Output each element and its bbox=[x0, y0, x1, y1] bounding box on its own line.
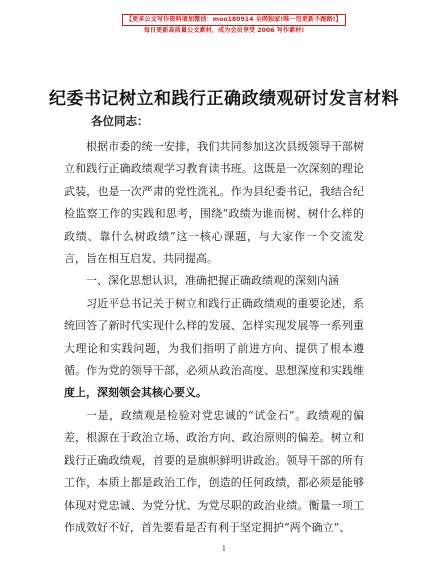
section-heading-1: 一、深化思想认识，准确把握正确政绩观的深刻内涵 bbox=[86, 274, 339, 288]
document-title: 纪委书记树立和践行正确政绩观研讨发言材料 bbox=[49, 89, 399, 109]
paragraph-theory bbox=[64, 293, 364, 405]
paragraph-point-one: 一是，政绩观是检验对党忠诚的“试金石”。政绩观的偏差，根源在于政治立场、政治方向、政治原则的偏差。树立和践行正确政绩观，首要的是旗帜鲜明讲政治。领导干部的所有工作，本质上都是政治工作，创造的任何政绩，都必须是能够体现对党忠诚、为党分忧、为党尽职的政治业绩。衡量一项工作成效好不好，首先要看是否有利于坚定拥护“两个确立”、 bbox=[64, 408, 364, 534]
page-number: 1 bbox=[221, 545, 227, 553]
paragraph-intro: 根据市委的统一安排，我们共同参加这次县级领导干部树立和践行正确政绩观学习教育读书班。这既是一次深刻的理论武装，也是一次严肃的党性洗礼。作为县纪委书记，我结合纪检监察工作的实践和思考，围绕“政绩为谁而树、树什么样的政绩、靠什么树政绩”这一核心课题，与大家作一个交流发言，旨在相互启发、共同提高。 bbox=[64, 140, 364, 266]
salutation: 各位同志： bbox=[91, 114, 149, 128]
paragraph-theory-emphasis: 度上，深刻领会其核心要义。 bbox=[64, 386, 207, 400]
promo-banner-line-2: 每日更新高质量公文素材，成为会员享受 2006 写作素材! bbox=[143, 27, 305, 34]
promo-banner bbox=[122, 6, 342, 36]
paragraph-theory-text: 习近平总书记关于树立和践行正确政绩观的重要论述，系统回答了新时代实现什么样的发展、怎样实现发展等一系列重大理论和实践问题，为我们指明了前进方向、提供了根本遵循。作为党的领导干部，必须从政治高度、思想深度和实践维 bbox=[64, 296, 364, 378]
promo-banner-line-1: 【更多公文写作资料请加微信：moo180914 全网独家!唯一包更新不跑路!】 bbox=[122, 14, 346, 26]
document-body bbox=[64, 136, 364, 539]
